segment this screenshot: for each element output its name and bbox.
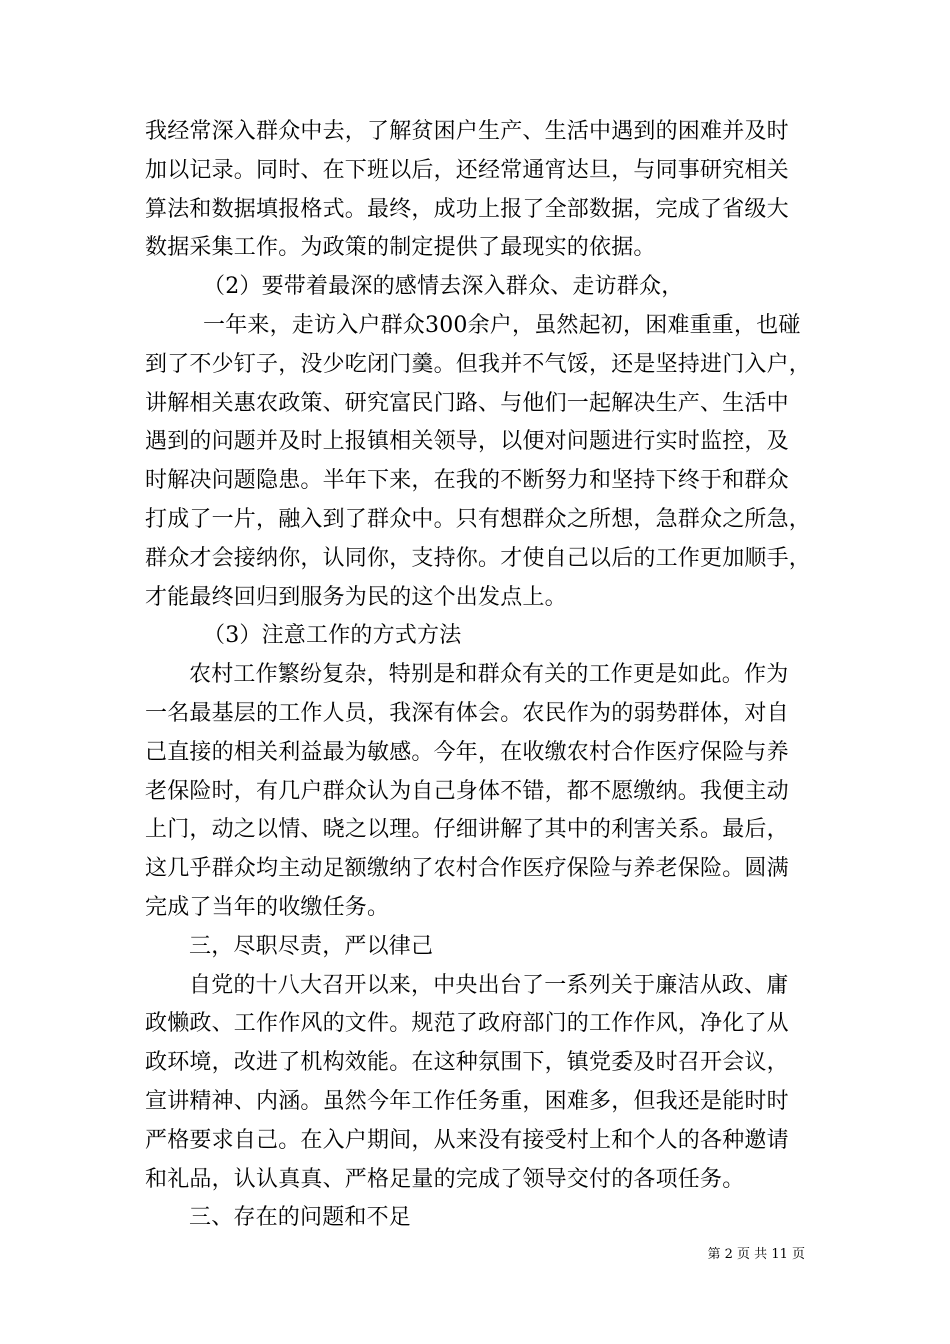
section-heading-3: 三，尽职尽责，严以律己: [189, 933, 434, 959]
document-body: [145, 113, 810, 1238]
paragraph-line: 和礼品，认认真真、严格足量的完成了领导交付的各项任务。: [145, 1166, 745, 1192]
paragraph-line: 才能最终回归到服务为民的这个出发点上。: [145, 584, 567, 610]
paragraph-line: 算法和数据填报格式。最终，成功上报了全部数据，完成了省级大: [145, 196, 789, 222]
paragraph-line: 遇到的问题并及时上报镇相关领导，以便对问题进行实时监控，及: [145, 429, 789, 455]
paragraph-line: 讲解相关惠农政策、研究富民门路、与他们一起解决生产、生活中: [145, 390, 789, 416]
paragraph-line: 时解决问题隐患。半年下来，在我的不断努力和坚持下终于和群众: [145, 468, 789, 494]
paragraph-line: 我经常深入群众中去，了解贫困户生产、生活中遇到的困难并及时: [145, 119, 789, 144]
paragraph-line: 一年来，走访入户群众300余户，虽然起初，困难重重，也碰: [203, 312, 801, 338]
paragraph-line: 数据采集工作。为政策的制定提供了最现实的依据。: [145, 235, 656, 261]
paragraph-line: 政环境，改进了机构效能。在这种氛围下，镇党委及时召开会议，: [145, 1050, 789, 1076]
paragraph-line: 完成了当年的收缴任务。: [145, 894, 390, 920]
paragraph-line: 严格要求自己。在入户期间，从来没有接受村上和个人的各种邀请: [145, 1127, 789, 1153]
paragraph-line: 政懒政、工作作风的文件。规范了政府部门的工作作风，净化了从: [145, 1011, 789, 1037]
paragraph-line: 老保险时，有几户群众认为自己身体不错，都不愿缴纳。我便主动: [145, 778, 789, 804]
page-number: 第 2 页 共 11 页: [707, 1247, 805, 1262]
subheading-3: （3）注意工作的方式方法: [203, 623, 462, 649]
section-heading-problems: 三、存在的问题和不足: [189, 1205, 412, 1231]
paragraph-line: 这几乎群众均主动足额缴纳了农村合作医疗保险与养老保险。圆满: [145, 856, 789, 882]
paragraph-line: 上门，动之以情、晓之以理。仔细讲解了其中的利害关系。最后，: [145, 817, 789, 843]
paragraph-line: 群众才会接纳你，认同你，支持你。才使自己以后的工作更加顺手，: [145, 545, 812, 571]
paragraph-line: 打成了一片，融入到了群众中。只有想群众之所想，急群众之所急，: [145, 506, 812, 532]
subheading-2: （2）要带着最深的感情去深入群众、走访群众，: [203, 274, 684, 300]
paragraph-line: 己直接的相关利益最为敏感。今年，在收缴农村合作医疗保险与养: [145, 739, 789, 765]
paragraph-line: 农村工作繁纷复杂，特别是和群众有关的工作更是如此。作为: [189, 662, 789, 688]
paragraph-line: 到了不少钉子，没少吃闭门羹。但我并不气馁，还是坚持进门入户，: [145, 351, 812, 377]
paragraph-line: 加以记录。同时、在下班以后，还经常通宵达旦，与同事研究相关: [145, 157, 789, 183]
paragraph-line: 自党的十八大召开以来，中央出台了一系列关于廉洁从政、庸: [189, 972, 789, 998]
paragraph-line: 一名最基层的工作人员，我深有体会。农民作为的弱势群体，对自: [145, 700, 789, 726]
paragraph-line: 宣讲精神、内涵。虽然今年工作任务重，困难多，但我还是能时时: [145, 1088, 789, 1114]
